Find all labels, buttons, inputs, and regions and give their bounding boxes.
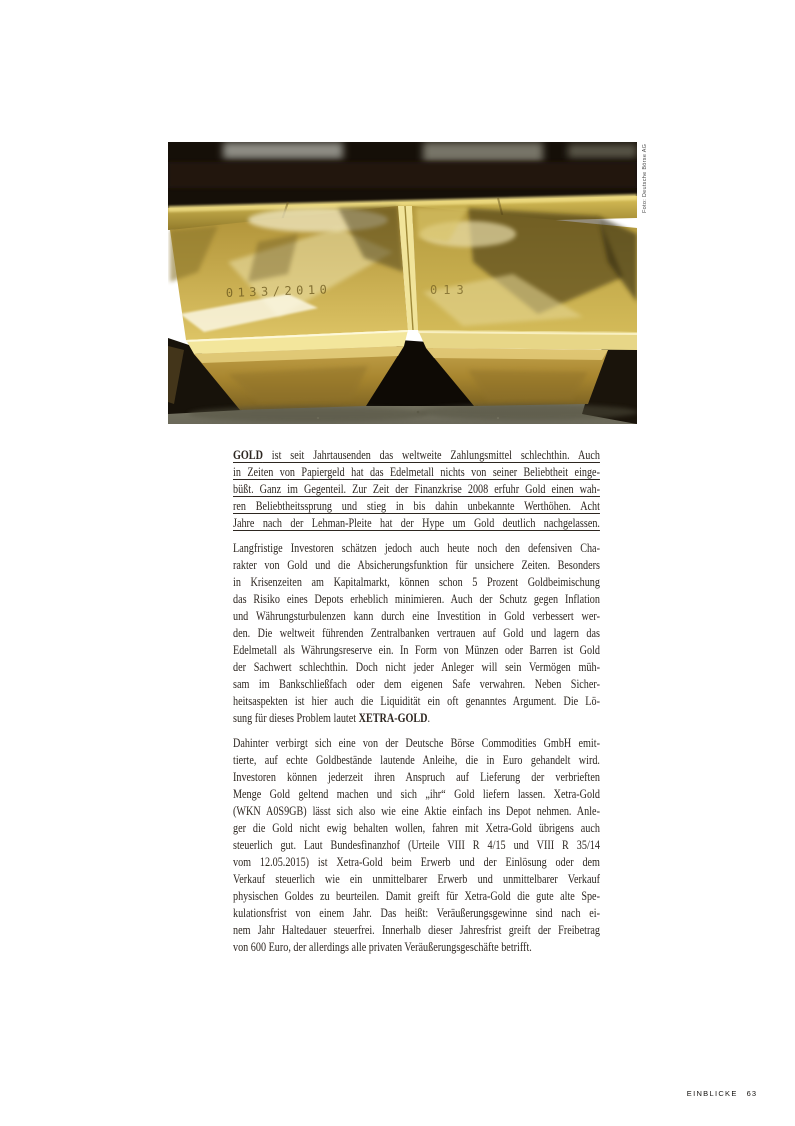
text-line: sam im Bankschließfach oder dem eigenen Safe verwahren. Neben Sicher- (233, 677, 600, 691)
footer-page-number: 63 (746, 1089, 757, 1098)
text-line: physischen Goldes zu beurteilen. Damit greift für Xetra-Gold die gute alte Spe- (233, 889, 600, 903)
text-line: Langfristige Investoren schätzen jedoch auch heute noch den defensiven Cha- (233, 541, 600, 555)
text-line: in Krisenzeiten am Kapitalmarkt, können schon 5 Prozent Goldbeimischung (233, 575, 600, 589)
text-line: heitsaspekten ist hier auch die Liquidität ein oft genanntes Argument. Die Lö- (233, 694, 600, 708)
gold-bar-engraving-right: 013 (430, 283, 470, 297)
text-line: (WKN A0S9GB) lässt sich also wie eine Aktie einfach ins Depot nehmen. Anle- (233, 804, 600, 818)
paragraph-2 (233, 540, 600, 727)
text-line: der Sachwert schlechthin. Doch nicht jeder Anleger will sein Vermögen müh- (233, 660, 600, 674)
gold-bars-photo-svg (168, 142, 637, 424)
text-line: Edelmetall als Währungsreserve ein. In Form von Münzen oder Barren ist Gold (233, 643, 600, 657)
text-line: ren Beliebtheitssprung und stieg in bis dahin unbekannte Werthöhen. Acht (233, 499, 600, 513)
gold-bar-engraving-left: 0133/2010 (225, 282, 332, 300)
text-line: vom 12.05.2015) ist Xetra-Gold beim Erwerb und der Einlösung oder dem (233, 855, 600, 869)
text-line: Investoren können jederzeit ihren Anspruch auf Lieferung der verbrieften (233, 770, 600, 784)
text-line: rakter von Gold und die Absicherungsfunktion für unsichere Zeiten. Besonders (233, 558, 600, 572)
text-line: ger die Gold nicht ewig behalten wollen, fahren mit Xetra-Gold übrigens auch (233, 821, 600, 835)
text-line: Jahre nach der Lehman-Pleite hat der Hype um Gold deutlich nachgelassen. (233, 516, 600, 530)
text-line: büßt. Ganz im Gegenteil. Zur Zeit der Finanzkrise 2008 erfuhr Gold einen wah- (233, 482, 600, 496)
text-line: nem Jahr Haltedauer steuerfrei. Innerhalb dieser Jahresfrist greift der Freibetrag (233, 923, 600, 937)
text-line: tierte, auf echte Goldbestände lautende Anleihe, die in Euro gehandelt wird. (233, 753, 600, 767)
gold-bars-photo (168, 142, 637, 424)
text-line: Dahinter verbirgt sich eine von der Deutsche Börse Commodities GmbH emit- (233, 736, 600, 750)
text-line: in Zeiten von Papiergeld hat das Edelmetall nichts von seiner Beliebtheit einge- (233, 465, 600, 479)
text-line: GOLD ist seit Jahrtausenden das weltweite Zahlungsmittel schlechthin. Auch (233, 448, 600, 462)
text-line: steuerlich gut. Laut Bundesfinanzhof (Urteile VIII R 4/15 und VIII R 35/14 (233, 838, 600, 852)
photo-credit: Foto: Deutsche Börse AG (642, 143, 648, 213)
text-line: kulationsfrist von einem Jahr. Das heißt: Veräußerungsgewinne sind nach ei- (233, 906, 600, 920)
paragraph-3 (233, 735, 600, 956)
article-body (233, 447, 600, 956)
page-footer (687, 1089, 757, 1098)
text-line: von 600 Euro, der allerdings alle privaten Veräußerungsgeschäfte betrifft. (233, 940, 532, 954)
text-line: und Währungsturbulenzen kann durch eine Investition in Gold verbessert wer- (233, 609, 600, 623)
text-line: Verkauf steuerlich wie ein unmittelbarer Erwerb und unmittelbarer Verkauf (233, 872, 600, 886)
intro-paragraph (233, 447, 600, 532)
text-line: den. Die weltweit führenden Zentralbanken vertrauen auf Gold und lagern das (233, 626, 600, 640)
text-line: sung für dieses Problem lautet XETRA-GOLD. (233, 711, 431, 725)
text-line: Menge Gold geltend machen und sich „ihr“ Gold liefern lassen. Xetra-Gold (233, 787, 600, 801)
text-line: das Risiko eines Depots erheblich minimieren. Auch der Schutz gegen Inflation (233, 592, 600, 606)
footer-section-label: EINBLICKE (686, 1089, 738, 1098)
